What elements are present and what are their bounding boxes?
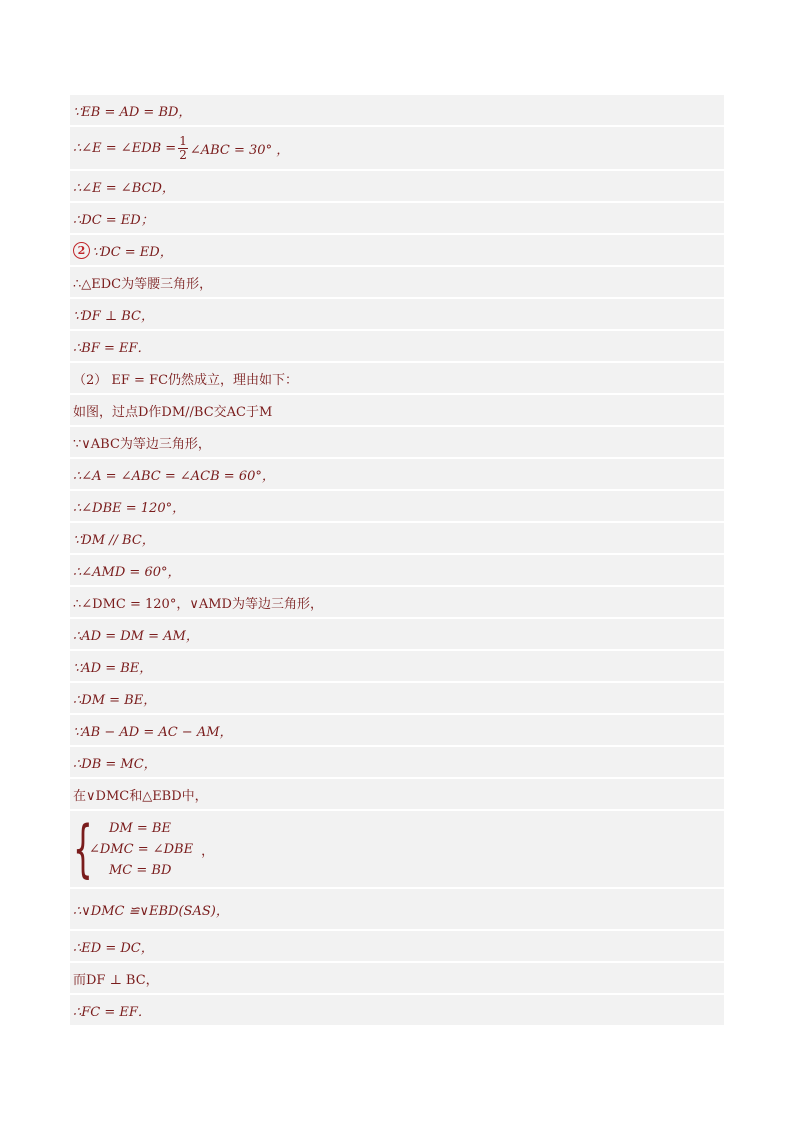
line-16: ∴∠DMC = 120°，∨AMD为等边三角形， [70,587,724,619]
line-15: ∴∠AMD = 60°， [70,555,724,587]
line-3: ∴∠E = ∠BCD， [70,171,724,203]
line-8: ∴BF = EF． [70,331,724,363]
line-17: ∴AD = DM = AM， [70,619,724,651]
system-row: DM = BE [109,820,171,836]
line-21: ∴DB = MC， [70,747,724,779]
equation-system: { DM = BE ∠DMC = ∠DBE MC = BD ， [70,811,724,889]
line-19: ∴DM = BE， [70,683,724,715]
line-10: 如图，过点D作DM//BC交AC于M [70,395,724,427]
line-7: ∵DF ⊥ BC， [70,299,724,331]
line-2: ∴∠E = ∠EDB = $\frac{1}{2}$ ∠ABC = 30° ， [70,127,724,171]
fraction: $\frac{1}{2}$ [179,133,187,162]
system-row: MC = BD [109,862,172,878]
line-9: （2） EF = FC仍然成立，理由如下： [70,363,724,395]
line-24: ∴ED = DC， [70,931,724,963]
line-20: ∵AB − AD = AC − AM， [70,715,724,747]
line-11: ∵∨ABC为等边三角形， [70,427,724,459]
line-6: ∴△EDC为等腰三角形， [70,267,724,299]
line-25: 而DF ⊥ BC， [70,963,724,995]
circled-number-icon: 2 [73,242,90,259]
line-12: ∴∠A = ∠ABC = ∠ACB = 60°， [70,459,724,491]
system-row: ∠DMC = ∠DBE [89,841,194,857]
line-1: ∵EB = AD = BD， [70,95,724,127]
line-14: ∵DM // BC， [70,523,724,555]
line-22: 在∨DMC和△EBD中， [70,779,724,811]
line-5: 2 ∵DC = ED， [70,235,724,267]
solution-sheet [70,95,724,1027]
line-18: ∵AD = BE， [70,651,724,683]
left-brace-icon: { [73,812,93,885]
line-26: ∴FC = EF． [70,995,724,1027]
line-4: ∴DC = ED； [70,203,724,235]
line-13: ∴∠DBE = 120°， [70,491,724,523]
line-23: ∴∨DMC ≌∨EBD(SAS)， [70,889,724,931]
